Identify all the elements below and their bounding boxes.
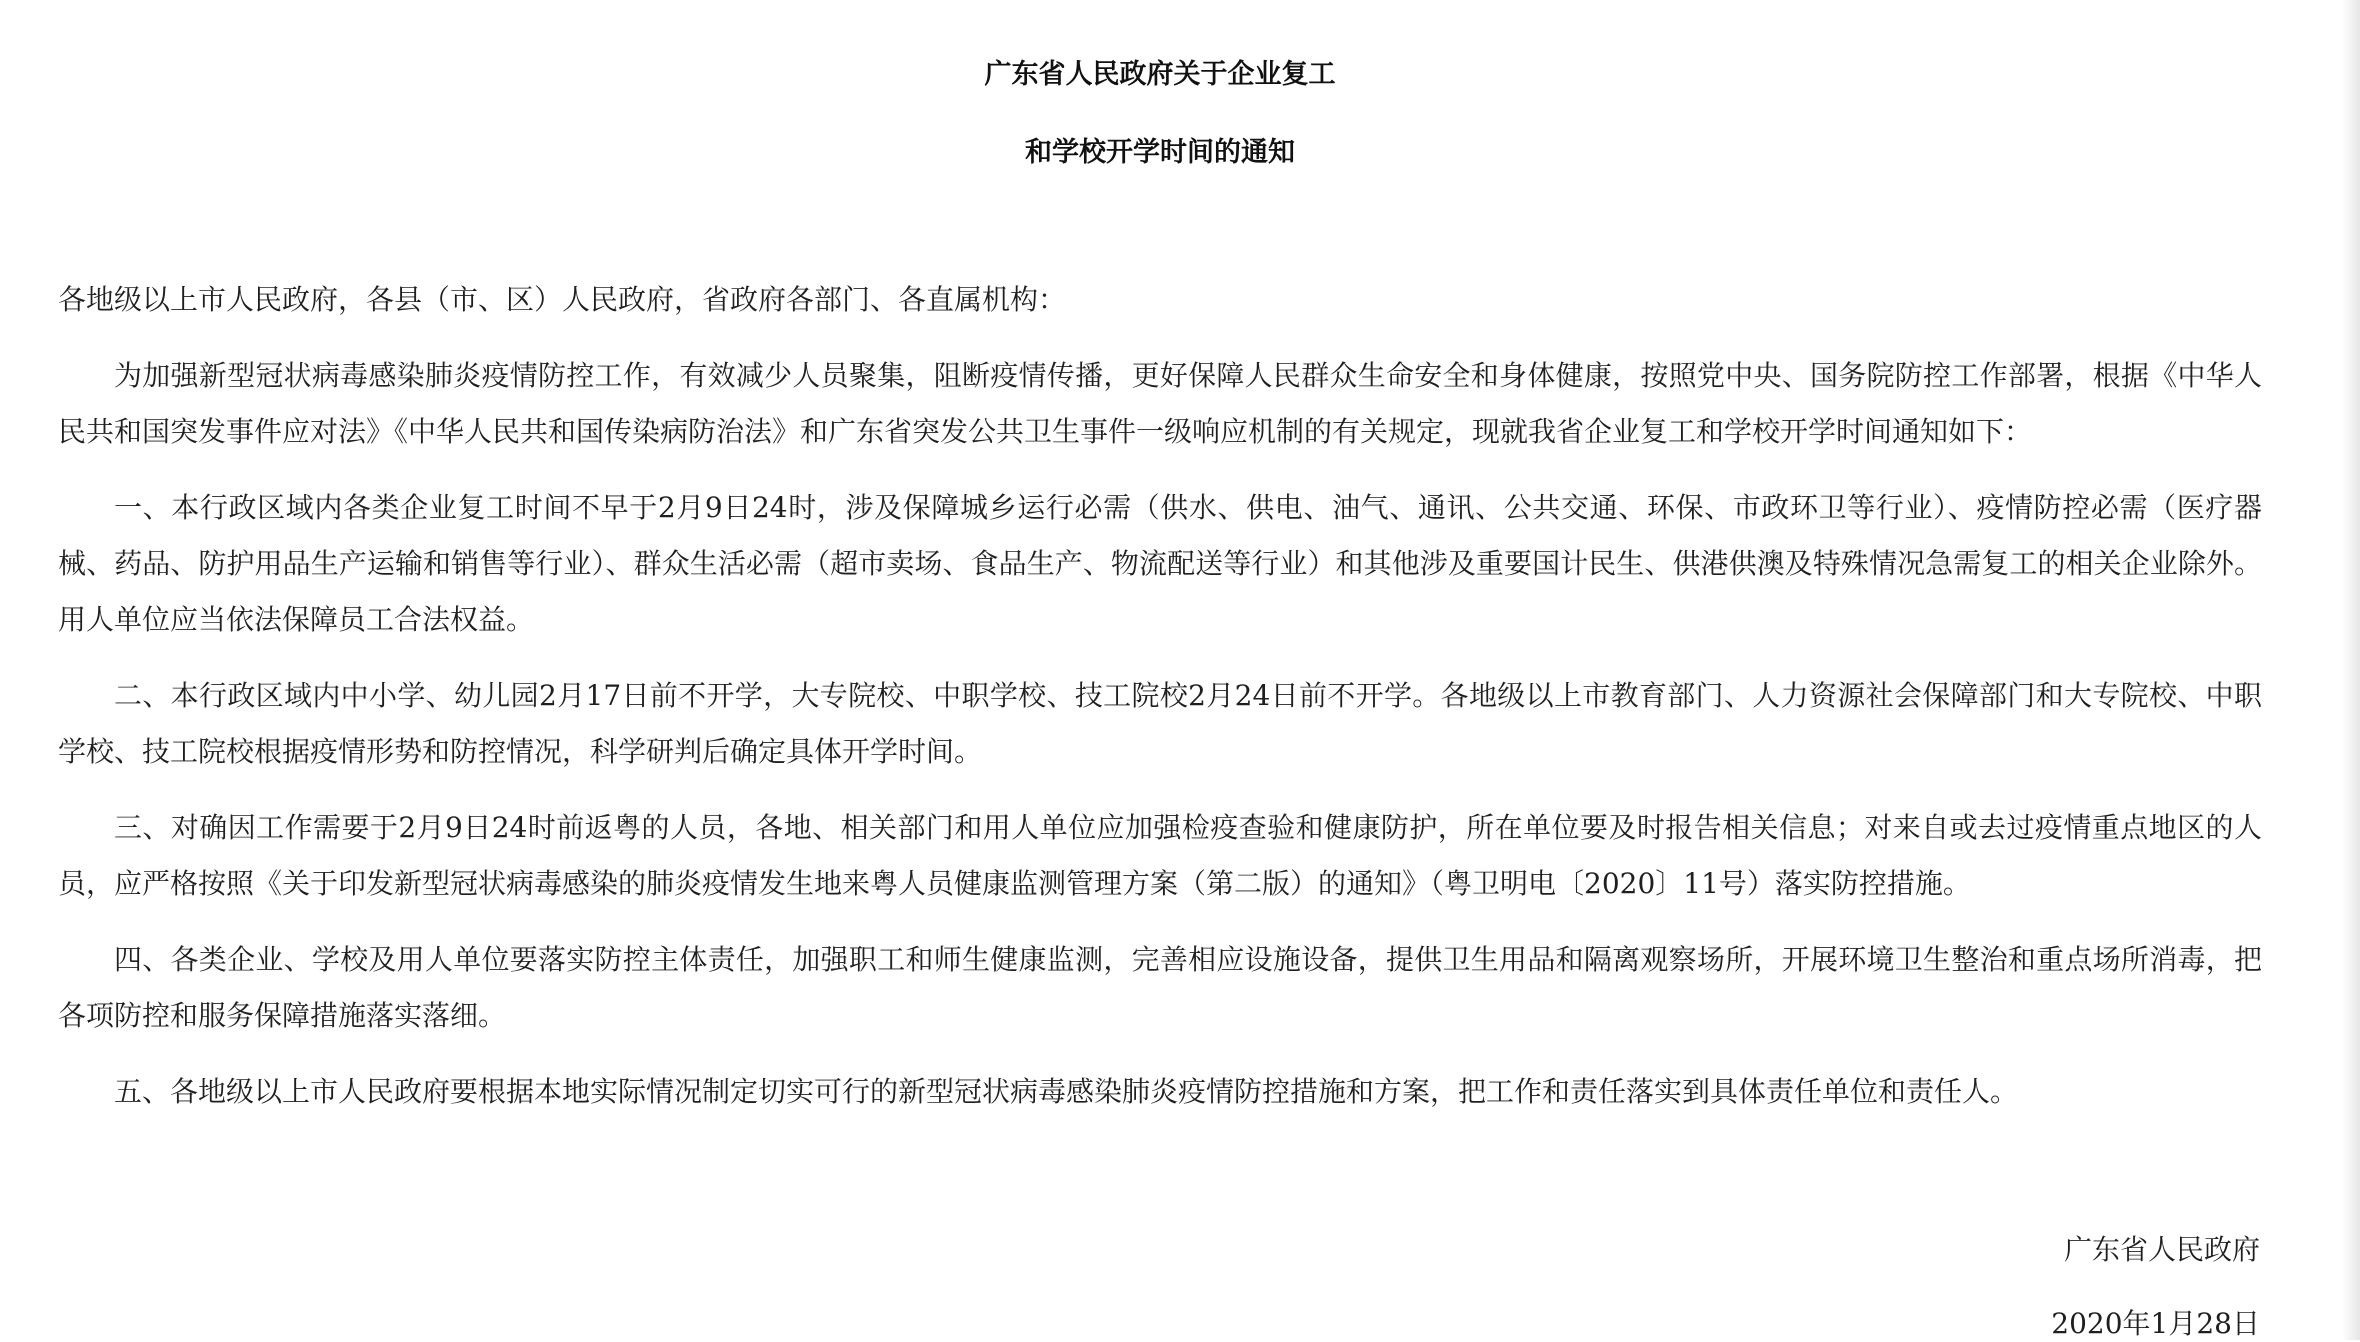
paragraph-item-5: 五、各地级以上市人民政府要根据本地实际情况制定切实可行的新型冠状病毒感染肺炎疫情防控措施和方案，把工作和责任落实到具体责任单位和责任人。 <box>114 1075 2019 1108</box>
issue-date: 2020年1月28日 <box>2051 1307 2260 1340</box>
page-edge-shadow <box>2342 0 2360 1340</box>
paragraph-item-2: 二、本行政区域内中小学、幼儿园2月17日前不开学，大专院校、中职学校、技工院校2月24日前不开学。各地级以上市教育部门、人力资源社会保障部门和大专院校、中职学校、技工院校根据疫情形势和防控情况，科学研判后确定具体开学时间。 <box>58 679 2262 768</box>
document-title-line-1: 广东省人民政府关于企业复工 <box>984 59 1336 90</box>
paragraph-item-4: 四、各类企业、学校及用人单位要落实防控主体责任，加强职工和师生健康监测，完善相应设施设备，提供卫生用品和隔离观察场所，开展环境卫生整治和重点场所消毒，把各项防控和服务保障措施落实落细。 <box>58 943 2262 1032</box>
paragraph-intro: 为加强新型冠状病毒感染肺炎疫情防控工作，有效减少人员聚集，阻断疫情传播，更好保障人民群众生命安全和身体健康，按照党中央、国务院防控工作部署，根据《中华人民共和国突发事件应对法》《中华人民共和国传染病防治法》和广东省突发公共卫生事件一级响应机制的有关规定，现就我省企业复工和学校开学时间通知如下： <box>58 359 2262 448</box>
paragraph-item-1: 一、本行政区域内各类企业复工时间不早于2月9日24时，涉及保障城乡运行必需（供水、供电、油气、通讯、公共交通、环保、市政环卫等行业）、疫情防控必需（医疗器械、药品、防护用品生产运输和销售等行业）、群众生活必需（超市卖场、食品生产、物流配送等行业）和其他涉及重要国计民生、供港供澳及特殊情况急需复工的相关企业除外。用人单位应当依法保障员工合法权益。 <box>58 491 2262 636</box>
paragraph-item-3: 三、对确因工作需要于2月9日24时前返粤的人员，各地、相关部门和用人单位应加强检疫查验和健康防护，所在单位要及时报告相关信息；对来自或去过疫情重点地区的人员，应严格按照《关于印发新型冠状病毒感染的肺炎疫情发生地来粤人员健康监测管理方案（第二版）的通知》（粤卫明电〔2020〕11号）落实防控措施。 <box>58 811 2262 900</box>
document-title-line-2: 和学校开学时间的通知 <box>1025 137 1295 168</box>
salutation: 各地级以上市人民政府，各县（市、区）人民政府，省政府各部门、各直属机构： <box>58 283 1067 316</box>
issuer-signature: 广东省人民政府 <box>2063 1233 2260 1266</box>
